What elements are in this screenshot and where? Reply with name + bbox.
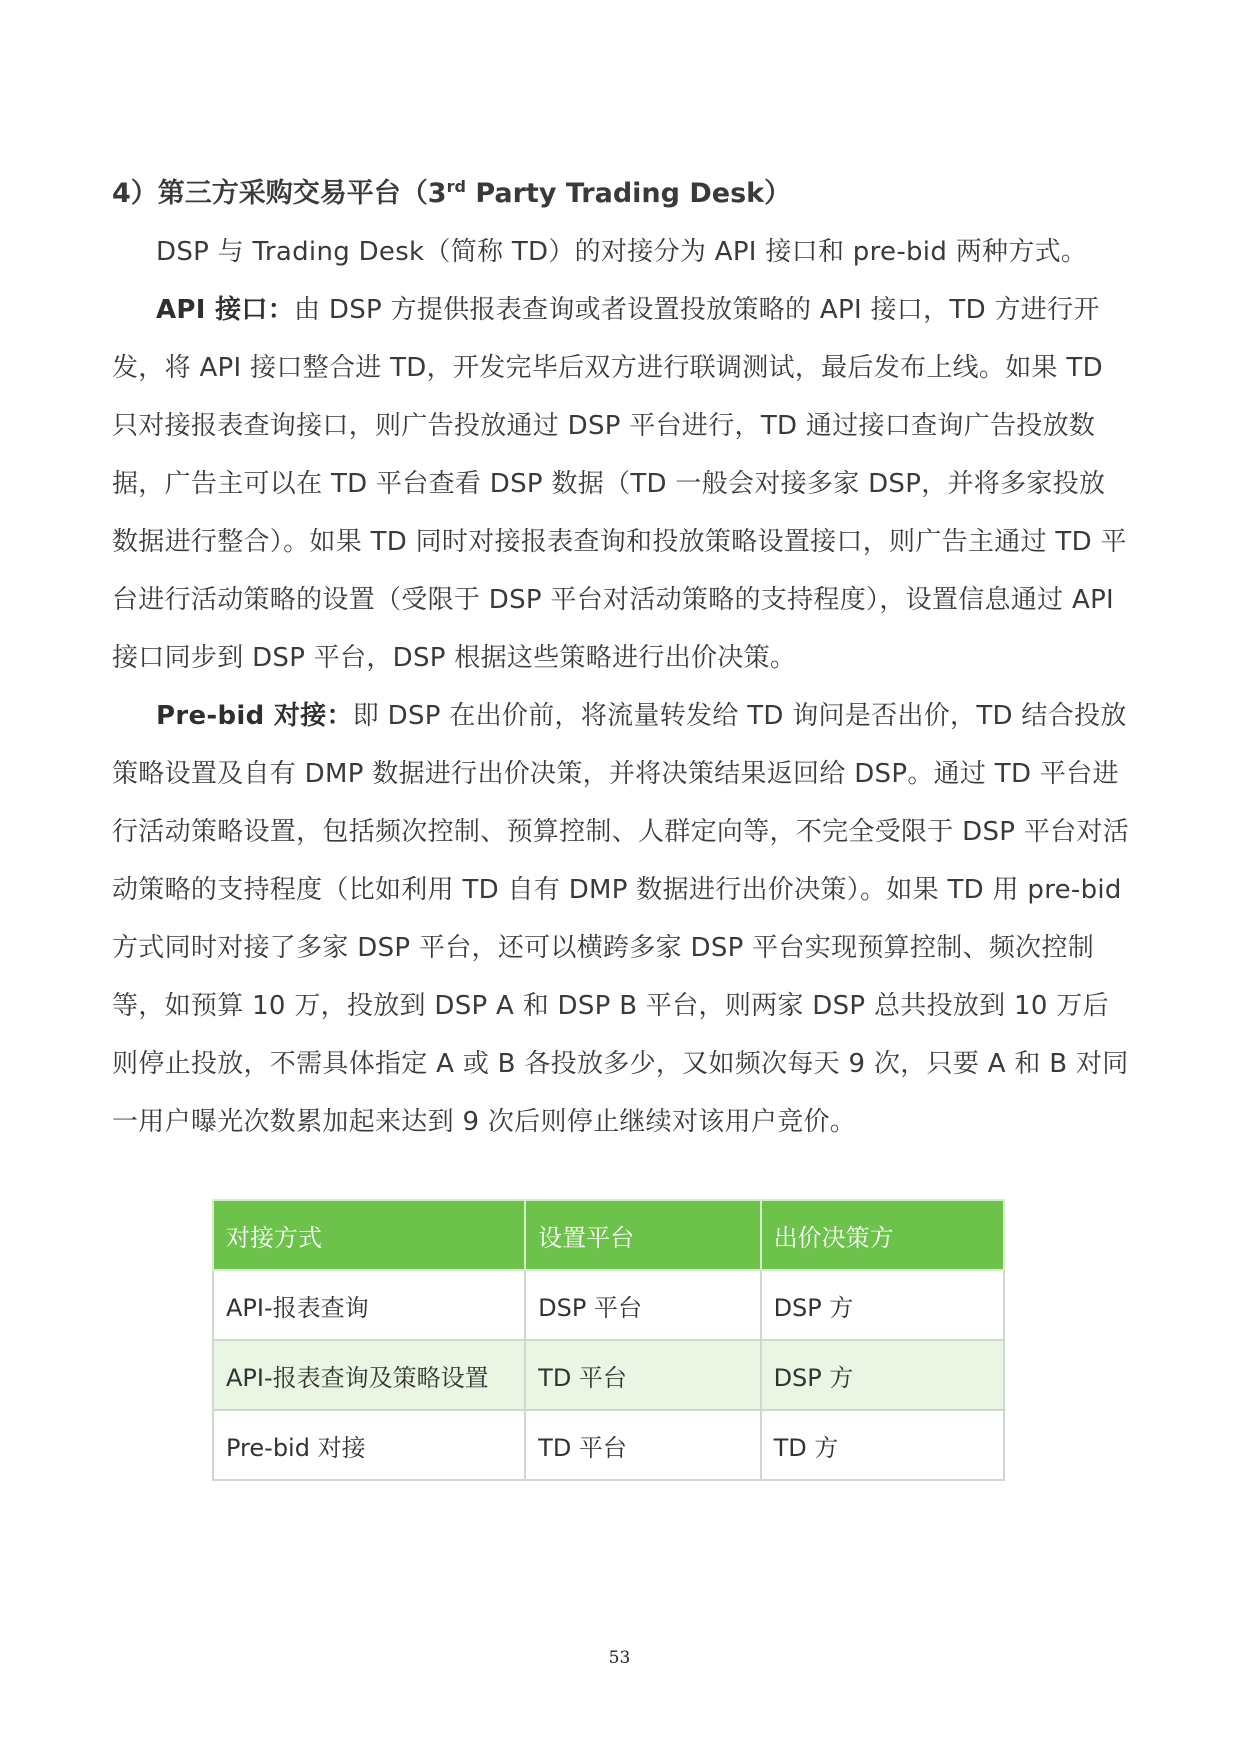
header-setup-platform: 设置平台 [525, 1200, 760, 1270]
header-integration-method: 对接方式 [213, 1200, 525, 1270]
api-text: 由 DSP 方提供报表查询或者设置投放策略的 API 接口，TD 方进行开发，将 API 接口整合进 TD，开发完毕后双方进行联调测试，最后发布上线。如果 TD 只对接报表查询接口，则广告投放通过 DSP 平台进行，TD 通过接口查询广告投放数据，广告主可以在 TD 平台查看 DSP 数据（TD 一般会对接多家 DSP，并将多家投放数据进行整合）。如果 TD 同时对接报表查询和投放策略设置接口，则广告主通过 TD 平台进行活动策略的设置（受限于 DSP 平台对活动策略的支持程度），设置信息通过 API 接口同步到 DSP 平台，DSP 根据这些策略进行出价决策。 [112, 295, 1127, 673]
section-heading [112, 158, 1130, 223]
table-cell: DSP 平台 [525, 1270, 760, 1340]
table-header-row [213, 1200, 1004, 1270]
table-row [213, 1270, 1004, 1340]
header-bid-decision-party: 出价决策方 [761, 1200, 1004, 1270]
table-cell: API-报表查询 [213, 1270, 525, 1340]
main-content [112, 158, 1130, 1151]
page-number: 53 [608, 1648, 631, 1668]
table-cell: TD 平台 [525, 1340, 760, 1410]
prebid-text: 即 DSP 在出价前，将流量转发给 TD 询问是否出价，TD 结合投放策略设置及自有 DMP 数据进行出价决策，并将决策结果返回给 DSP。通过 TD 平台进行活动策略设置，包括频次控制、预算控制、人群定向等，不完全受限于 DSP 平台对活动策略的支持程度（比如利用 TD 自有 DMP 数据进行出价决策）。如果 TD 用 pre-bid 方式同时对接了多家 DSP 平台，还可以横跨多家 DSP 平台实现预算控制、频次控制等，如预算 10 万，投放到 DSP A 和 DSP B 平台，则两家 DSP 总共投放到 10 万后则停止投放，不需具体指定 A 或 B 各投放多少，又如频次每天 9 次，只要 A 和 B 对同一用户曝光次数累加起来达到 9 次后则停止继续对该用户竞价。 [112, 701, 1130, 1137]
table-cell: API-报表查询及策略设置 [213, 1340, 525, 1410]
comparison-table-wrapper [212, 1199, 1005, 1481]
api-paragraph [112, 281, 1130, 687]
intro-paragraph: DSP 与 Trading Desk（简称 TD）的对接分为 API 接口和 pre-bid 两种方式。 [156, 237, 1088, 267]
prebid-paragraph [112, 687, 1130, 1151]
table-cell: DSP 方 [761, 1340, 1004, 1410]
table-row [213, 1410, 1004, 1480]
heading-superscript: rd [446, 177, 466, 196]
table-cell: TD 方 [761, 1410, 1004, 1480]
heading-prefix: 4）第三方采购交易平台（3 [112, 178, 447, 209]
prebid-label: Pre-bid 对接： [156, 701, 353, 731]
heading-suffix: Party Trading Desk） [465, 178, 792, 209]
comparison-table [212, 1199, 1005, 1481]
table-cell: DSP 方 [761, 1270, 1004, 1340]
table-cell: Pre-bid 对接 [213, 1410, 525, 1480]
api-label: API 接口： [156, 295, 295, 325]
table-row [213, 1340, 1004, 1410]
table-cell: TD 平台 [525, 1410, 760, 1480]
